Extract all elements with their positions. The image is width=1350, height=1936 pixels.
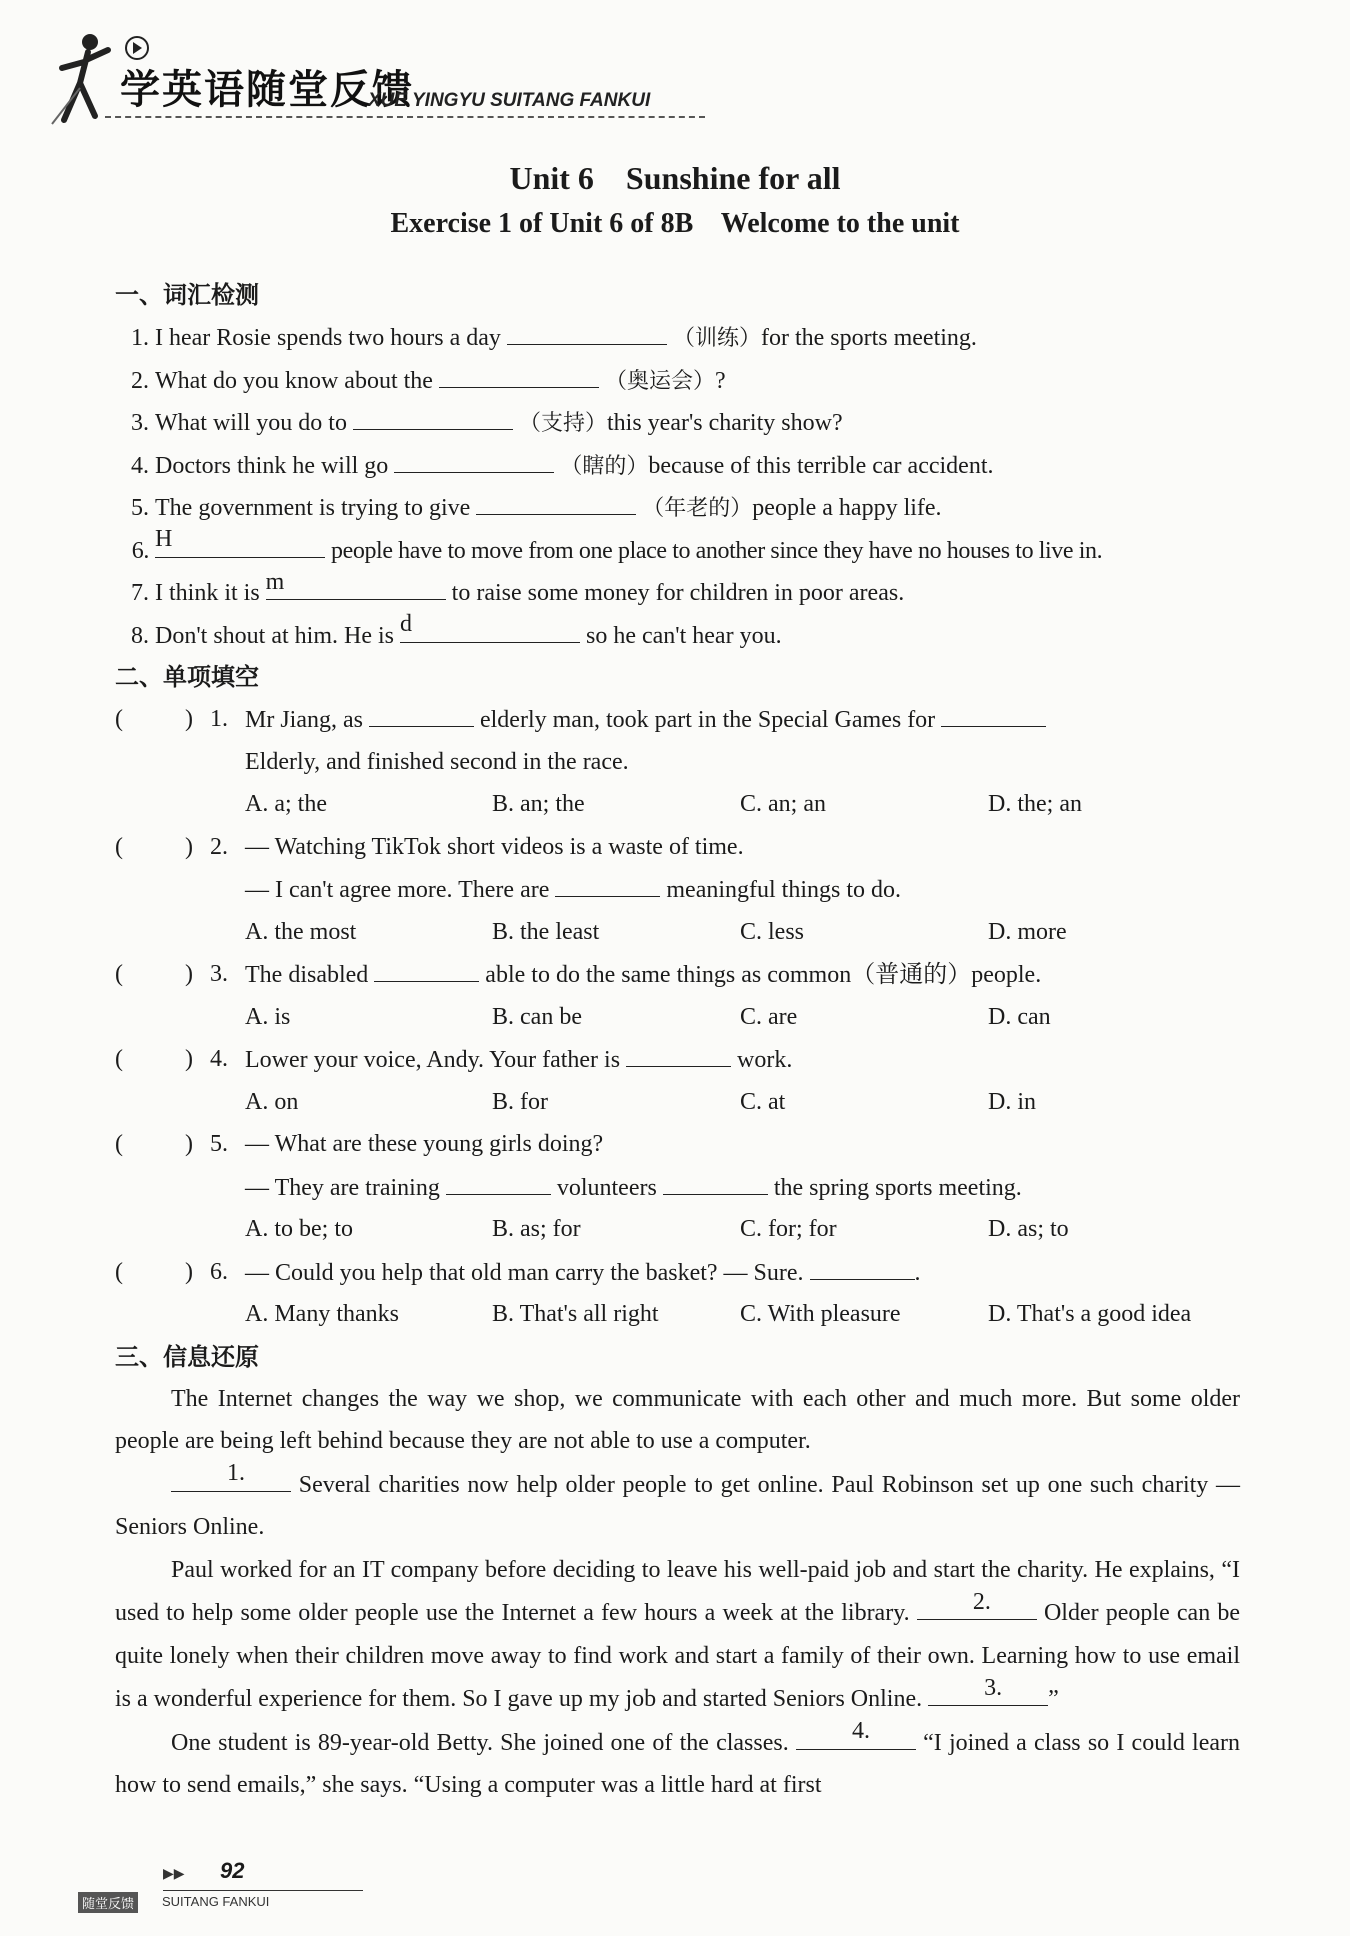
paragraph-text: Older people can be quite lonely when their children move away to find work and start a family of their own. Learning how to use email is a wonderful experience for them. So I gave up my job and started Seniors Online. xyxy=(115,1600,1241,1712)
question-text: — I can't agree more. There are xyxy=(245,877,550,903)
chinese-hint: （奥运会） xyxy=(604,368,715,394)
option-b[interactable]: B. an; the xyxy=(492,791,585,817)
chinese-hint: （年老的） xyxy=(642,496,753,521)
answer-blank-4[interactable] xyxy=(796,1718,916,1750)
footer-tag-en: SUITANG FANKUI xyxy=(162,1894,270,1909)
item-text: to raise some money for children in poor areas. xyxy=(451,580,905,606)
answer-paren-open[interactable]: ( xyxy=(115,706,123,732)
vocab-item xyxy=(115,568,1240,614)
item-text: for the sports meeting. xyxy=(760,325,977,351)
answer-blank xyxy=(555,868,660,897)
question-text: work. xyxy=(737,1047,793,1073)
answer-blank[interactable] xyxy=(439,359,599,388)
vocab-item xyxy=(115,486,1240,529)
item-number: 8. xyxy=(131,622,149,649)
mc-question xyxy=(115,953,1240,996)
option-c[interactable]: C. for; for xyxy=(740,1216,837,1242)
answer-paren-close: ) xyxy=(185,833,193,860)
item-number: 3. xyxy=(131,410,149,436)
section-heading-vocab: 一、词汇检测 xyxy=(115,281,259,309)
answer-blank[interactable] xyxy=(507,316,667,345)
answer-blank[interactable] xyxy=(476,486,636,515)
option-b[interactable]: B. That's all right xyxy=(492,1301,659,1327)
closing-quote: ” xyxy=(1048,1686,1059,1712)
reading-paragraph xyxy=(115,1718,1241,1807)
answer-paren-close: ) xyxy=(185,706,193,732)
option-c[interactable]: C. an; an xyxy=(740,791,826,817)
paragraph-text: “I joined a class so I could learn how to send emails,” she says. “Using a computer was a little hard at first xyxy=(115,1729,1241,1798)
answer-paren-open[interactable]: ( xyxy=(115,1046,123,1072)
chinese-hint: （支持） xyxy=(518,411,607,436)
item-number: 6. xyxy=(131,537,149,564)
question-text: Lower your voice, Andy. Your father is xyxy=(245,1047,621,1073)
option-d[interactable]: D. That's a good idea xyxy=(988,1301,1192,1327)
page-number: 92 xyxy=(220,1858,245,1883)
question-text-line xyxy=(245,868,901,912)
header-divider xyxy=(105,116,705,118)
option-a[interactable]: A. is xyxy=(245,1003,291,1030)
option-b[interactable]: B. can be xyxy=(492,1003,582,1030)
question-text: Mr Jiang, as xyxy=(245,707,363,733)
reading-paragraph xyxy=(115,1460,1240,1549)
mc-options xyxy=(115,783,1240,826)
option-c[interactable]: C. With pleasure xyxy=(740,1301,901,1327)
item-number: 7. xyxy=(131,580,149,606)
answer-paren-close: ) xyxy=(185,1131,193,1157)
option-d[interactable]: D. can xyxy=(988,1003,1051,1030)
option-b[interactable]: B. as; for xyxy=(492,1216,581,1242)
answer-paren-close: ) xyxy=(185,1046,193,1072)
mc-question xyxy=(115,1251,1240,1294)
mc-question-cont xyxy=(115,741,1240,784)
item-text: people have to move from one place to another since they have no houses to live in. xyxy=(331,537,1103,564)
blank-number: 1. xyxy=(227,1460,245,1486)
answer-blank[interactable] xyxy=(265,568,446,600)
item-text: Doctors think he will go xyxy=(155,452,389,479)
page-header xyxy=(50,28,670,138)
answer-blank-3[interactable] xyxy=(928,1674,1048,1706)
item-text: The government is trying to give xyxy=(155,495,471,521)
option-b[interactable]: B. the least xyxy=(492,918,600,945)
option-a[interactable]: A. a; the xyxy=(245,791,327,817)
question-text-line xyxy=(245,953,1041,997)
item-text: so he can't hear you. xyxy=(585,622,782,649)
question-text: volunteers xyxy=(556,1174,657,1201)
mc-question xyxy=(115,826,1240,869)
item-text: I think it is xyxy=(155,580,260,606)
question-number: 1. xyxy=(210,706,228,732)
blank-number: 4. xyxy=(851,1718,870,1744)
answer-blank xyxy=(626,1038,731,1067)
answer-blank xyxy=(663,1166,768,1195)
chinese-hint: （瞎的） xyxy=(560,453,649,479)
vocab-item xyxy=(115,611,1240,657)
initial-letter: H xyxy=(155,526,172,552)
item-number: 5. xyxy=(131,495,149,521)
question-number: 5. xyxy=(210,1131,228,1157)
section-heading-reading: 三、信息还原 xyxy=(115,1342,259,1371)
question-text-line xyxy=(245,1038,792,1082)
mc-question-cont xyxy=(115,868,1240,911)
answer-blank-2[interactable] xyxy=(917,1588,1037,1620)
item-number: 2. xyxy=(131,367,149,394)
option-d[interactable]: D. as; to xyxy=(988,1216,1069,1242)
answer-blank xyxy=(810,1251,915,1280)
item-text: people a happy life. xyxy=(752,495,942,521)
mc-options xyxy=(115,996,1240,1039)
paragraph-text: Several charities now help older people to get online. Paul Robinson set up one such charity — Seniors Online. xyxy=(115,1471,1240,1540)
option-c[interactable]: C. at xyxy=(740,1088,786,1115)
option-a[interactable]: A. Many thanks xyxy=(245,1301,399,1327)
paragraph-text: The Internet changes the way we shop, we communicate with each other and much more. But some older people are being left behind because they are not able to use a computer. xyxy=(115,1385,1240,1454)
option-c[interactable]: C. less xyxy=(740,918,805,945)
question-text-line xyxy=(245,1166,1022,1210)
question-text: The disabled xyxy=(245,962,369,988)
blank-number: 2. xyxy=(972,1588,991,1615)
item-text: ? xyxy=(714,367,726,394)
answer-paren-open[interactable]: ( xyxy=(115,1258,123,1285)
chinese-hint: （训练） xyxy=(672,326,761,351)
question-text: . xyxy=(914,1259,921,1286)
answer-blank-1[interactable] xyxy=(171,1460,291,1492)
section-heading-mc: 二、单项填空 xyxy=(115,663,259,691)
answer-paren-open[interactable]: ( xyxy=(115,833,123,860)
double-arrow-icon: ▶▶ xyxy=(163,1867,185,1882)
exercise-title: Exercise 1 of Unit 6 of 8B Welcome to the unit xyxy=(390,208,960,239)
question-text: able to do the same things as common（普通的）people. xyxy=(485,962,1042,988)
vocab-item xyxy=(115,401,1240,444)
question-number: 3. xyxy=(210,961,228,987)
item-text: What do you know about the xyxy=(155,367,433,394)
question-text: — Watching TikTok short videos is a waste of time. xyxy=(245,833,744,860)
answer-blank xyxy=(374,953,479,982)
question-text: Elderly, and finished second in the race. xyxy=(245,748,629,775)
footer-tag-cn: 随堂反馈 xyxy=(78,1892,138,1913)
mc-options xyxy=(115,911,1240,954)
question-text-line xyxy=(245,1251,921,1295)
answer-paren-open[interactable]: ( xyxy=(115,1131,123,1157)
question-text: — What are these young girls doing? xyxy=(245,1131,604,1157)
option-a[interactable]: A. the most xyxy=(245,918,357,945)
initial-letter: m xyxy=(265,568,285,595)
answer-blank[interactable] xyxy=(155,526,325,558)
item-number: 4. xyxy=(131,452,149,479)
vocab-item xyxy=(115,444,1240,487)
mc-options xyxy=(115,1081,1240,1124)
mc-options xyxy=(115,1293,1240,1336)
mc-question xyxy=(115,698,1240,741)
question-text: elderly man, took part in the Special Games for xyxy=(479,707,936,733)
question-number: 4. xyxy=(210,1046,228,1072)
question-text: the spring sports meeting. xyxy=(773,1174,1022,1201)
answer-blank[interactable] xyxy=(394,444,554,473)
item-text: What will you do to xyxy=(155,410,347,436)
question-number: 6. xyxy=(210,1258,228,1285)
footer-rule xyxy=(163,1890,363,1891)
reading-paragraph xyxy=(115,1378,1240,1463)
answer-paren-close: ) xyxy=(185,961,193,987)
series-title-cn: 学英语随堂反馈 xyxy=(120,67,414,113)
play-icon xyxy=(125,36,149,60)
option-d[interactable]: D. in xyxy=(988,1088,1036,1115)
item-text: Don't shout at him. He is xyxy=(155,622,394,649)
option-b[interactable]: B. for xyxy=(492,1088,548,1115)
answer-blank xyxy=(941,698,1046,727)
initial-letter: d xyxy=(399,611,412,637)
mc-options xyxy=(115,1208,1240,1251)
answer-blank[interactable] xyxy=(399,611,580,643)
vocab-item xyxy=(115,359,1240,402)
page-footer xyxy=(78,1858,298,1918)
question-number: 2. xyxy=(210,833,228,860)
answer-paren-close: ) xyxy=(185,1258,193,1285)
paragraph-text: One student is 89-year-old Betty. She joined one of the classes. xyxy=(171,1729,789,1756)
option-d[interactable]: D. the; an xyxy=(988,791,1082,817)
question-text-line xyxy=(245,698,1052,742)
answer-blank xyxy=(446,1166,551,1195)
vocab-item xyxy=(115,316,1240,359)
runner-logo-icon xyxy=(50,28,120,128)
mc-question xyxy=(115,1038,1240,1081)
mc-question-cont xyxy=(115,1166,1240,1209)
item-text: I hear Rosie spends two hours a day xyxy=(155,325,501,351)
item-text: because of this terrible car accident. xyxy=(648,452,994,479)
worksheet-body xyxy=(115,274,1240,1807)
mc-question xyxy=(115,1123,1240,1166)
question-text: meaningful things to do. xyxy=(666,877,902,903)
unit-title: Unit 6 Sunshine for all xyxy=(509,160,841,196)
option-a[interactable]: A. to be; to xyxy=(245,1216,353,1242)
item-text: this year's charity show? xyxy=(607,410,843,436)
reading-paragraph xyxy=(115,1549,1240,1721)
paragraph-text: Paul worked for an IT company before deciding to leave his well-paid job and start the charity. He explains, “I used to help some older people use the Internet a few hours a week at the library. xyxy=(115,1556,1240,1626)
answer-paren-open[interactable]: ( xyxy=(115,961,123,987)
blank-number: 3. xyxy=(984,1674,1003,1701)
option-d[interactable]: D. more xyxy=(988,918,1067,945)
item-number: 1. xyxy=(131,325,149,351)
option-c[interactable]: C. are xyxy=(740,1003,798,1030)
answer-blank[interactable] xyxy=(353,401,513,430)
question-text: — Could you help that old man carry the basket? — Sure. xyxy=(245,1259,804,1286)
option-a[interactable]: A. on xyxy=(245,1088,299,1115)
series-title-en: XUE YINGYU SUITANG FANKUI xyxy=(368,90,651,111)
answer-blank xyxy=(369,698,474,727)
question-text: — They are training xyxy=(245,1174,440,1201)
